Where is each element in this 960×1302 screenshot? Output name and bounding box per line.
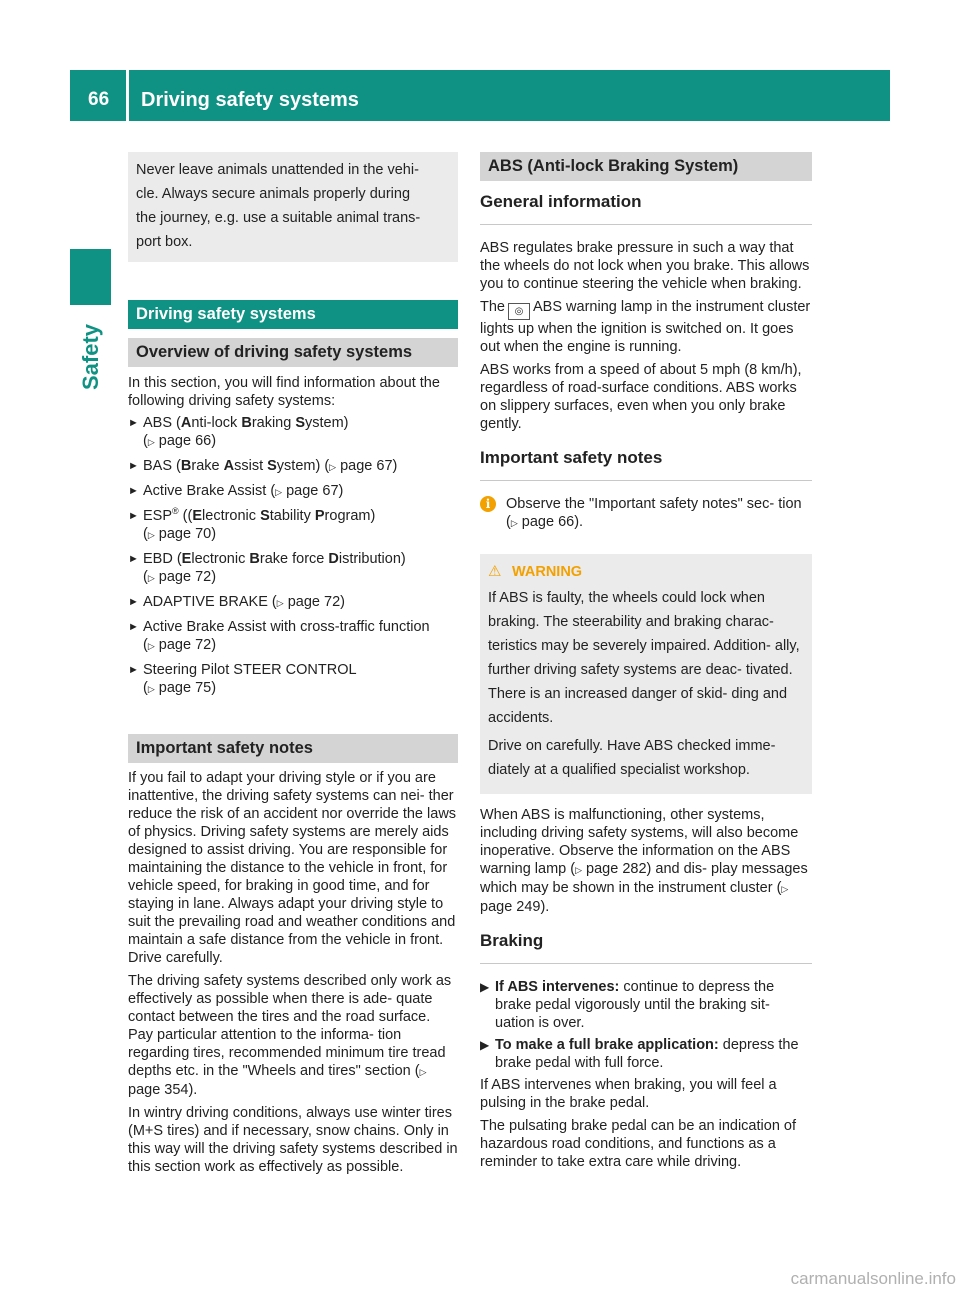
- warning-title: ⚠ WARNING: [488, 560, 804, 584]
- section-marker: [70, 249, 111, 305]
- section-tab: [70, 312, 111, 402]
- note-line: cle. Always secure animals properly during: [136, 186, 411, 202]
- section-heading: Driving safety systems: [128, 300, 458, 329]
- list-item: ► BAS (Brake Assist System) (▷ page 67): [128, 458, 398, 474]
- page-ref-link[interactable]: page 72): [158, 569, 217, 585]
- step-arrow-icon: ▶: [480, 980, 490, 994]
- page-ref-link[interactable]: page 67): [340, 458, 398, 474]
- page-ref-icon: ▷: [275, 487, 283, 497]
- list-item: ► ABS (Anti-lock Braking System) (▷ page 66): [128, 415, 349, 449]
- overview-intro: In this section, you will find information about the following driving safety systems:: [128, 375, 440, 409]
- braking-steps: [480, 978, 812, 1072]
- general-para-1: ABS regulates brake pressure in such a way that the wheels do not lock when you brake. This allows you to continue steering the vehicle when braking.: [480, 240, 810, 292]
- important-notes-heading: Important safety notes: [480, 447, 812, 481]
- important-para-3: In wintry driving conditions, always use winter tires (M+S tires) and if necessary, snow chains. Only in this way will the driving safety systems described in this section work as effectively as possible.: [128, 1105, 458, 1175]
- general-info-heading: General information: [480, 191, 812, 225]
- page-ref-link[interactable]: page 282) and dis- play messages which may be shown in the instrument cluster (: [480, 861, 808, 896]
- list-item: ► EBD (Electronic Brake force Distribution) (▷ page 72): [128, 551, 406, 585]
- note-line: Never leave animals unattended in the vehi-: [136, 162, 419, 178]
- page-ref-icon: ▷: [147, 684, 155, 694]
- braking-heading: Braking: [480, 930, 812, 964]
- page-ref-link[interactable]: page 66).: [521, 514, 584, 530]
- page-ref-icon: ▷: [510, 518, 518, 528]
- page-ref-icon: ▷: [147, 641, 155, 651]
- warning-para-2: Drive on carefully. Have ABS checked imme- diately at a qualified specialist workshop.: [488, 738, 776, 778]
- page-ref-link[interactable]: page 249).: [480, 899, 550, 915]
- page-ref-link[interactable]: page 67): [286, 483, 344, 499]
- animal-note-box: [128, 152, 458, 262]
- page-ref-icon: ▷: [147, 573, 155, 583]
- page-ref-icon: ▷: [147, 530, 155, 540]
- list-item: ► ESP® ((Electronic Stability Program) (▷ page 70): [128, 506, 376, 542]
- list-item: ► Active Brake Assist (▷ page 67): [128, 483, 344, 499]
- list-item: ► Active Brake Assist with cross-traffic function (▷ page 72): [128, 619, 430, 653]
- page-number: 66: [88, 89, 110, 110]
- warning-box: [480, 554, 812, 794]
- important-notes-heading: Important safety notes: [128, 734, 458, 763]
- page-ref-link[interactable]: page 70): [158, 526, 217, 542]
- page-ref-icon: ▷: [781, 884, 789, 894]
- important-para-1: If you fail to adapt your driving style or if you are inattentive, the driving safety systems can nei- ther reduce the risk of an accident nor override the laws of physics. Driving safety systems are merely aids designed to assist driving. You are responsible for maintaining the distance to the vehicle in front, for vehicle speed, for braking in good time, and for staying in lane. Always adapt your driving style to suit the prevailing road and weather conditions and maintain a safe distance from the vehicle in front. Drive carefully.: [128, 770, 457, 966]
- overview-heading: Overview of driving safety systems: [128, 338, 458, 367]
- general-para-2: The ◎ ABS warning lamp in the instrument cluster lights up when the ignition is switched on. It goes out when the engine is running.: [480, 299, 811, 355]
- page-ref-icon: ▷: [276, 598, 284, 608]
- important-para-2: The driving safety systems described only work as effectively as possible when there is ade- quate contact between the tires and the road surface. Pay particular attention to the informa- tion regarding tires, recommended minimum tire tread depths etc. in the "Wheels and tires" section (▷ page 354).: [128, 973, 452, 1098]
- page-ref-link[interactable]: page 66): [158, 433, 217, 449]
- list-item: ▶ To make a full brake application: depress the brake pedal with full force.: [480, 1037, 799, 1071]
- right-column: [480, 152, 812, 1176]
- page-ref-icon: ▷: [147, 437, 155, 447]
- general-para-3: ABS works from a speed of about 5 mph (8 km/h), regardless of road-surface conditions. ABS works on slippery surfaces, even when you only brake gently.: [480, 362, 802, 432]
- header-divider: [126, 70, 129, 121]
- note-line: the journey, e.g. use a suitable animal trans-: [136, 210, 421, 226]
- abs-warning-lamp-icon: ◎: [508, 303, 530, 320]
- list-item: ► ADAPTIVE BRAKE (▷ page 72): [128, 594, 345, 610]
- note-line: port box.: [136, 234, 193, 250]
- braking-para-1: If ABS intervenes when braking, you will feel a pulsing in the brake pedal.: [480, 1077, 777, 1111]
- warning-triangle-icon: ⚠: [488, 563, 502, 580]
- info-icon: i: [480, 496, 496, 512]
- page-ref-link[interactable]: page 354).: [128, 1082, 198, 1098]
- systems-list: [128, 414, 458, 698]
- page-title: Driving safety systems: [141, 89, 359, 111]
- page-ref-link[interactable]: page 75): [158, 680, 217, 696]
- page-ref-icon: ▷: [575, 865, 583, 875]
- page-ref-icon: ▷: [419, 1067, 427, 1077]
- abs-section-heading: ABS (Anti-lock Braking System): [480, 152, 812, 181]
- warning-para-1: If ABS is faulty, the wheels could lock when braking. The steerability and braking charac- teristics may be severely impaired. Addition- ally, further driving safety systems are deac- tivated. There is an increased danger of skid- ding and accidents.: [488, 590, 800, 726]
- page-ref-icon: ▷: [329, 462, 337, 472]
- watermark: carmanualsonline.info: [790, 1269, 956, 1288]
- left-column: [128, 152, 458, 1181]
- page-ref-link[interactable]: page 72): [158, 637, 217, 653]
- braking-para-2: The pulsating brake pedal can be an indication of hazardous road conditions, and functions as a reminder to take extra care while driving.: [480, 1118, 796, 1170]
- step-arrow-icon: ▶: [480, 1038, 490, 1052]
- malfunction-para: When ABS is malfunctioning, other systems, including driving safety systems, will also become inoperative. Observe the information on the ABS warning lamp (▷ page 282) and dis- play messages which may be shown in the instrument cluster (▷ page 249).: [480, 807, 808, 915]
- page-ref-link[interactable]: page 72): [287, 594, 345, 610]
- list-item: ► Steering Pilot STEER CONTROL (▷ page 75): [128, 662, 357, 696]
- list-item: ▶ If ABS intervenes: continue to depress the brake pedal vigorously until the braking sit- uation is over.: [480, 979, 775, 1031]
- section-tab-label: Safety: [78, 323, 103, 391]
- info-note: i Observe the "Important safety notes" sec- tion (▷ page 66).: [480, 495, 812, 532]
